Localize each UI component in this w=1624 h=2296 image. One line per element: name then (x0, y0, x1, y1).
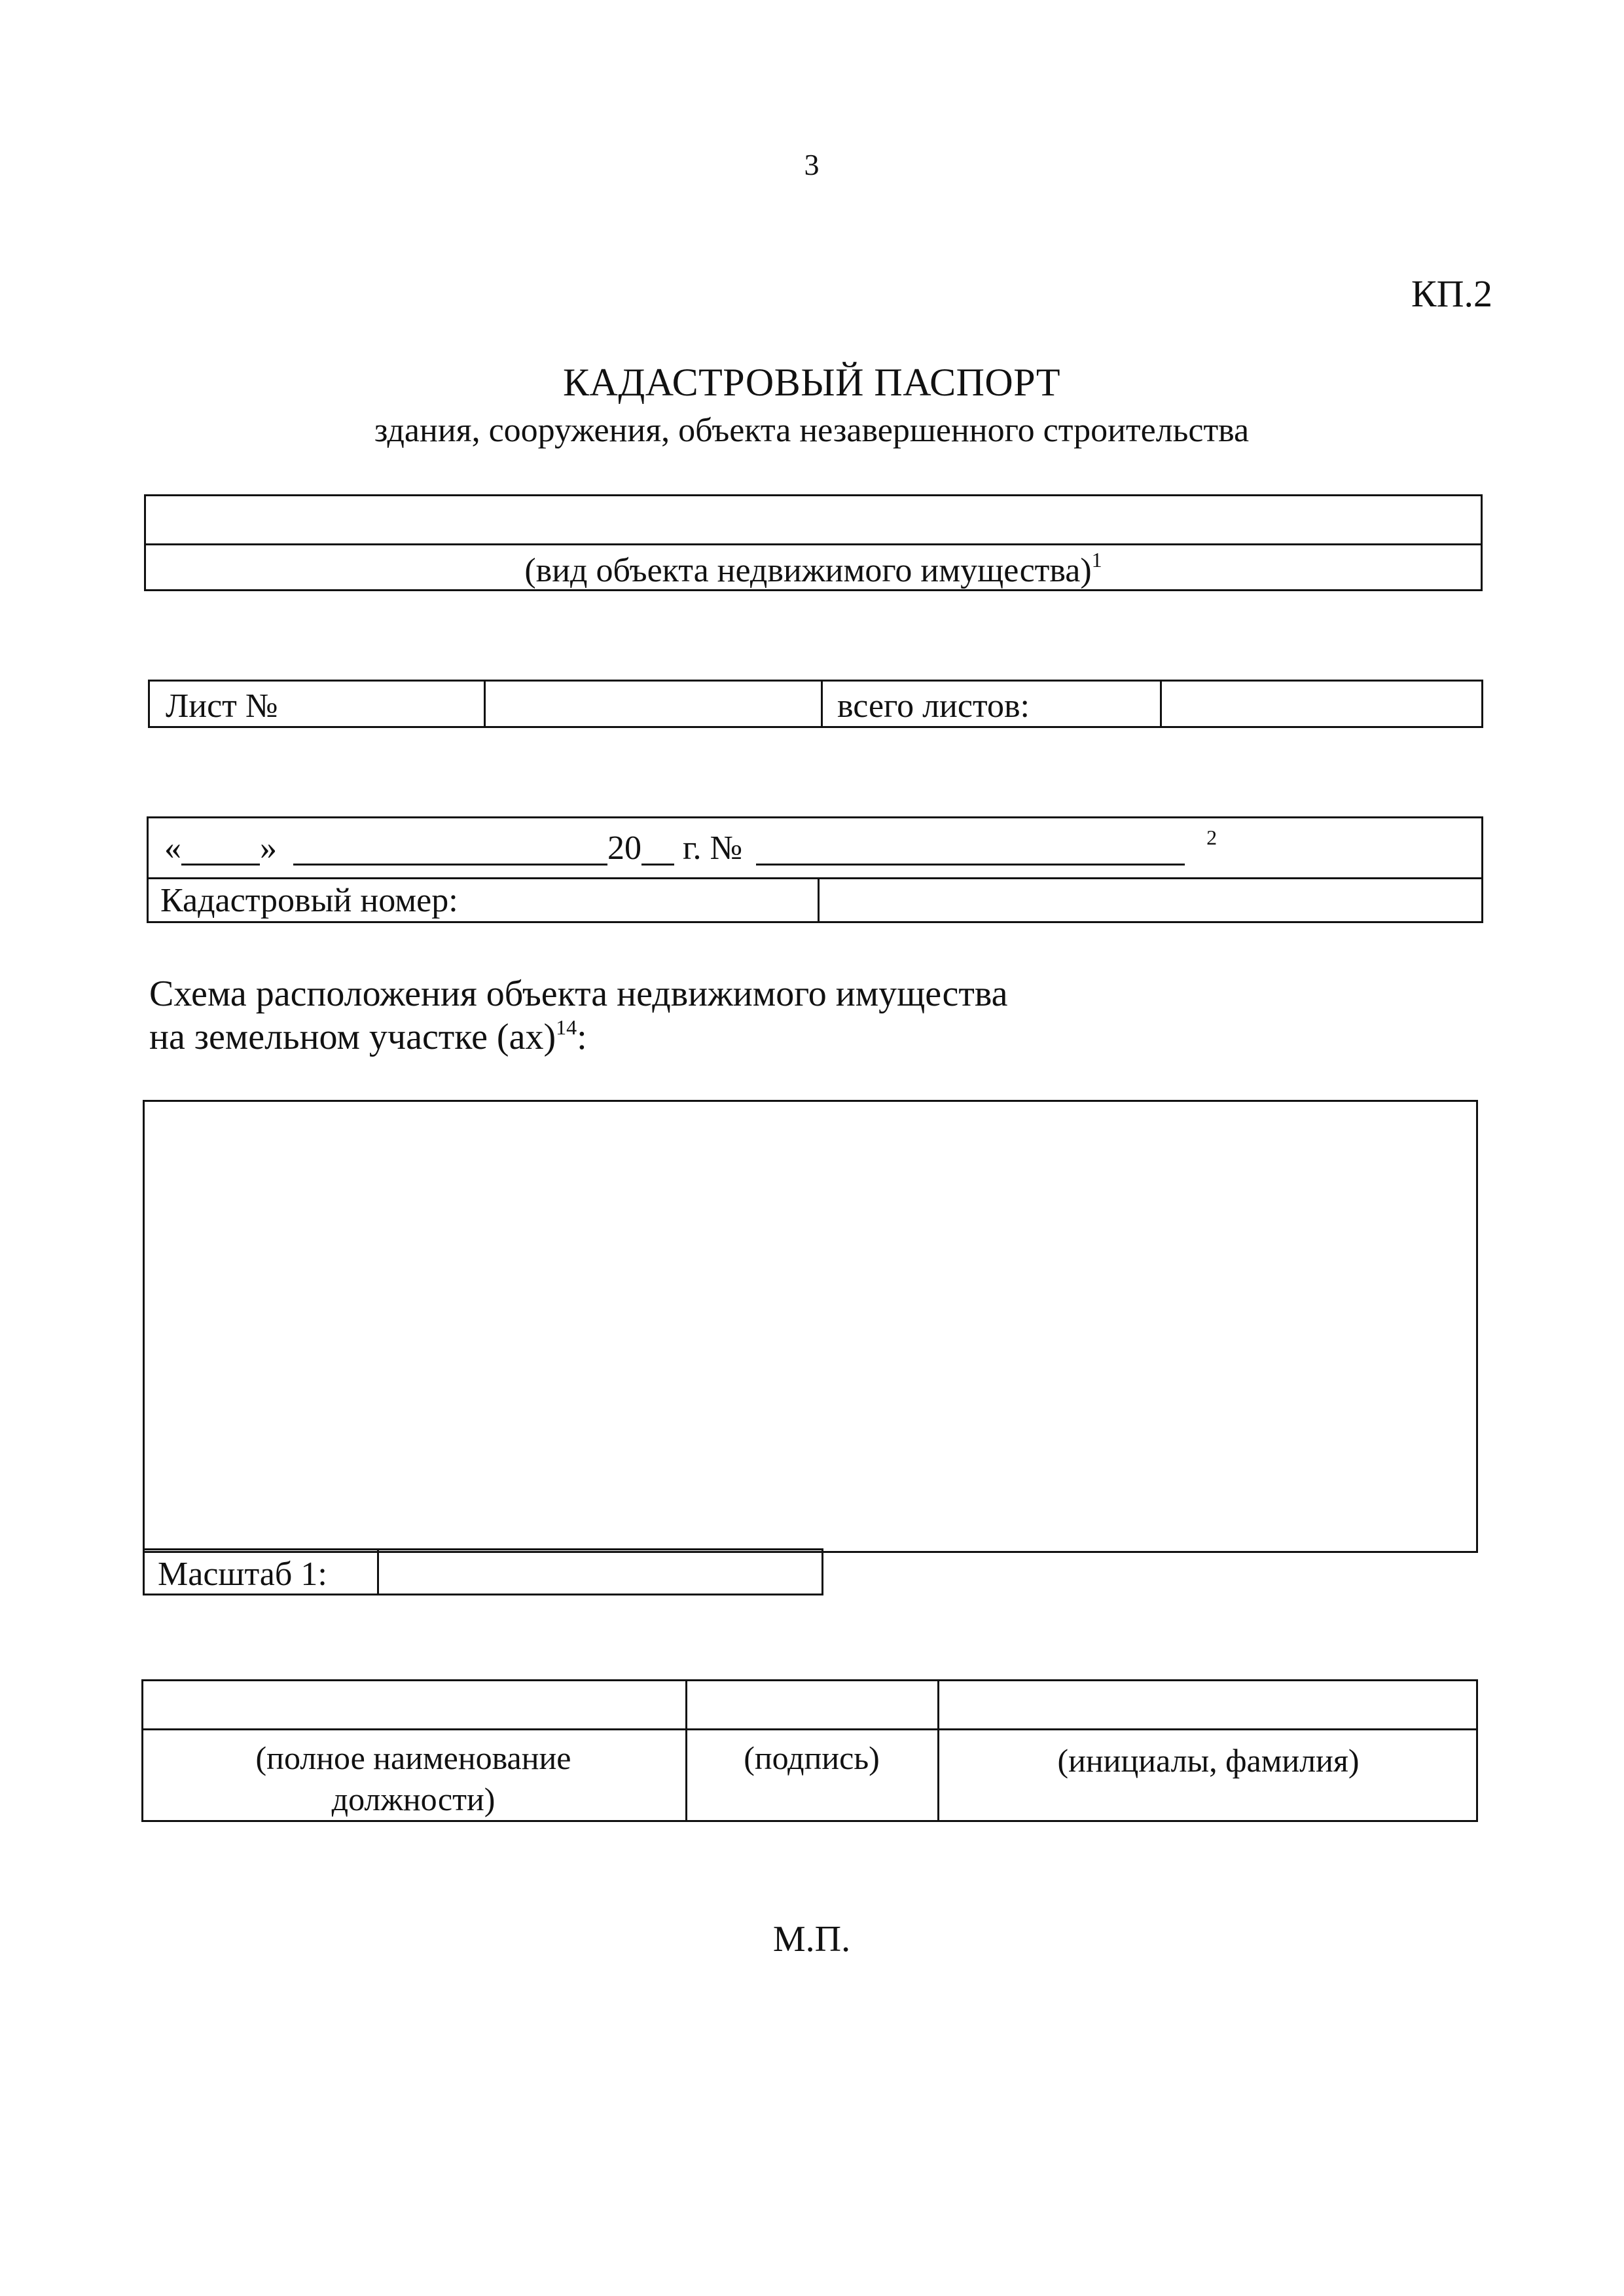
scheme-caption-line-2: на земельном участке (ах) (149, 1017, 556, 1058)
date-table (147, 816, 1483, 923)
signature-caption: (подпись) (744, 1740, 880, 1776)
cell-divider (484, 682, 486, 726)
scale-label: Масштаб 1: (158, 1556, 327, 1593)
name-field[interactable] (940, 1681, 1477, 1727)
number-label: г. № (683, 829, 743, 867)
sheet-table (148, 680, 1483, 728)
position-caption-line-1: (полное наименование (255, 1740, 571, 1776)
signature-field[interactable] (688, 1681, 935, 1727)
object-type-caption-text: (вид объекта недвижимого имущества) (524, 552, 1092, 589)
scale-table (143, 1548, 823, 1595)
year-prefix: 20 (607, 829, 641, 867)
date-line (164, 826, 1218, 867)
month-blank[interactable] (293, 833, 607, 866)
footnote-1: 1 (1091, 548, 1102, 572)
sheet-number-label: Лист № (166, 687, 278, 725)
scheme-caption-colon: : (577, 1017, 587, 1058)
signature-table (141, 1679, 1478, 1822)
table-divider (143, 1728, 1476, 1730)
cell-divider (377, 1550, 379, 1594)
stamp-label: М.П. (772, 1919, 851, 1959)
table-divider (146, 543, 1481, 545)
year-blank[interactable] (641, 833, 674, 866)
footnote-14: 14 (556, 1015, 577, 1040)
object-type-table (144, 494, 1483, 591)
cadastral-number-field[interactable] (820, 880, 1481, 921)
total-sheets-field[interactable] (1163, 682, 1483, 726)
page-title: КАДАСТРОВЫЙ ПАСПОРТ (563, 361, 1060, 404)
cell-divider (818, 877, 820, 921)
position-field[interactable] (143, 1681, 683, 1727)
name-caption: (инициалы, фамилия) (1057, 1742, 1360, 1779)
scheme-caption-line-1: Схема расположения объекта недвижимого имущества (149, 974, 1008, 1014)
scheme-drawing-area[interactable] (143, 1100, 1478, 1553)
cell-divider (937, 1681, 939, 1820)
sheet-number-field[interactable] (486, 682, 819, 726)
scheme-caption (149, 972, 1007, 1059)
scheme-caption-line-2-wrap (149, 1015, 1007, 1059)
position-caption (143, 1738, 683, 1819)
day-blank[interactable] (181, 833, 260, 866)
cell-divider (685, 1681, 687, 1820)
cell-divider (1160, 682, 1162, 726)
form-code: КП.2 (1411, 272, 1492, 315)
object-type-field[interactable] (146, 496, 1481, 542)
cadastral-number-label: Кадастровый номер: (160, 882, 458, 919)
position-caption-line-2: должности) (331, 1780, 496, 1817)
cell-divider (821, 682, 823, 726)
page-number: 3 (804, 148, 820, 181)
total-sheets-label: всего листов: (837, 687, 1030, 725)
close-quote: » (260, 829, 277, 867)
open-quote: « (164, 829, 181, 867)
page-subtitle: здания, сооружения, объекта незавершенного строительства (374, 412, 1250, 449)
table-divider (149, 877, 1481, 879)
footnote-2: 2 (1206, 826, 1218, 849)
object-type-caption (146, 548, 1481, 589)
number-blank[interactable] (756, 833, 1185, 866)
scale-value-field[interactable] (380, 1550, 821, 1594)
